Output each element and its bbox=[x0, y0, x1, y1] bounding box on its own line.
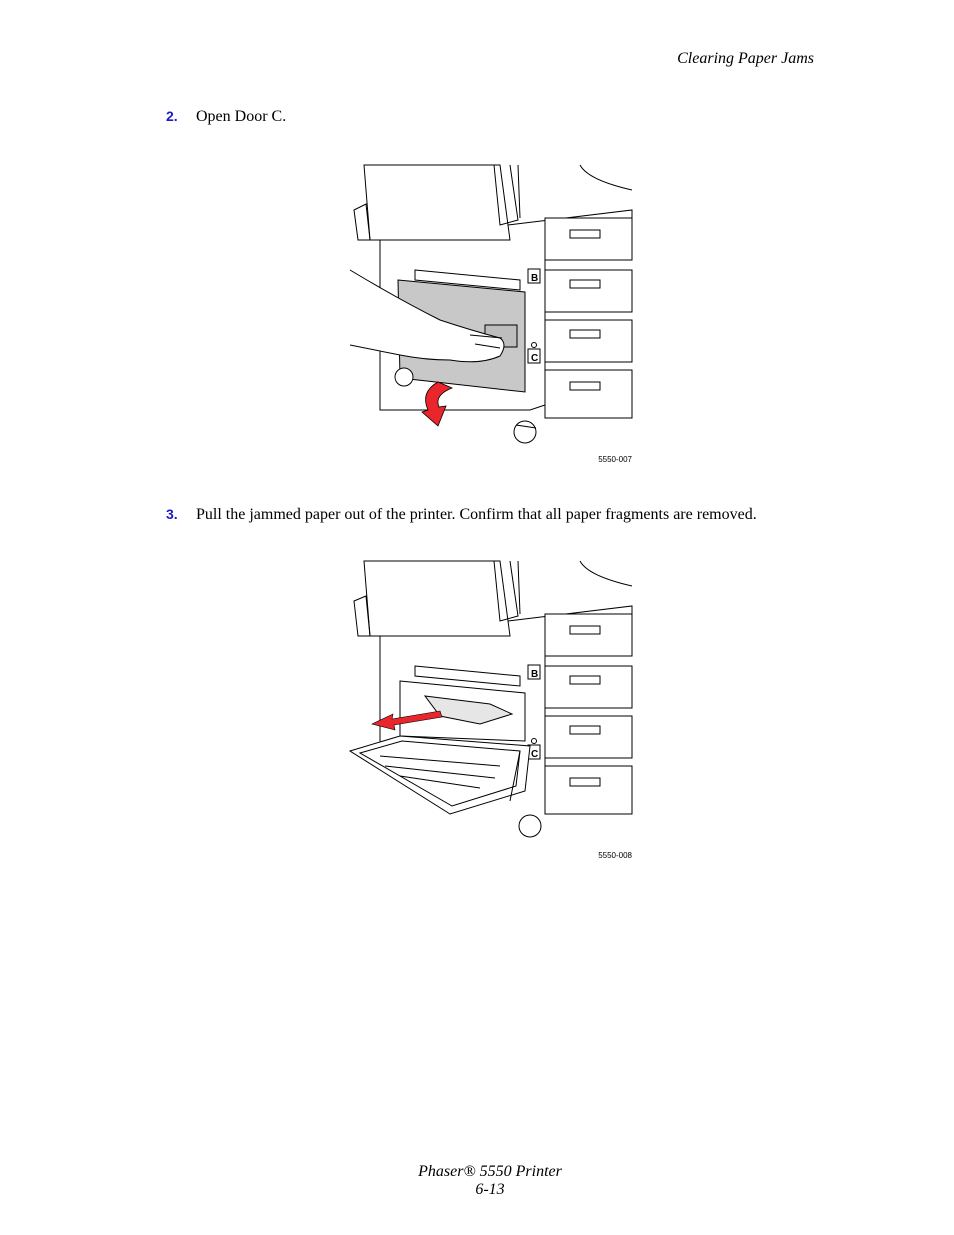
running-header: Clearing Paper Jams bbox=[677, 50, 814, 67]
door-label-b: B bbox=[531, 273, 539, 284]
printer-illustration bbox=[340, 160, 640, 460]
door-label-b: B bbox=[531, 669, 539, 680]
door-label-c: C bbox=[531, 749, 539, 760]
figure-open-door-c bbox=[340, 160, 640, 464]
step-3 bbox=[166, 506, 757, 524]
figure-id: 5550-007 bbox=[598, 455, 632, 464]
product-name: Phaser® 5550 Printer bbox=[418, 1163, 562, 1180]
figure-remove-jammed-paper bbox=[340, 556, 640, 860]
step-number: 2. bbox=[166, 108, 178, 124]
figure-id: 5550-008 bbox=[598, 851, 632, 860]
printer-illustration bbox=[340, 556, 640, 856]
arrow-open-door bbox=[422, 382, 452, 426]
page-footer bbox=[340, 1163, 640, 1199]
step-number: 3. bbox=[166, 506, 178, 522]
page-number: 6-13 bbox=[475, 1181, 505, 1198]
door-label-c: C bbox=[531, 353, 539, 364]
step-text: Open Door C. bbox=[196, 108, 287, 125]
step-text: Pull the jammed paper out of the printer. Confirm that all paper fragments are removed. bbox=[196, 506, 757, 523]
arrow-pull-paper bbox=[372, 711, 442, 730]
step-2 bbox=[166, 108, 286, 126]
